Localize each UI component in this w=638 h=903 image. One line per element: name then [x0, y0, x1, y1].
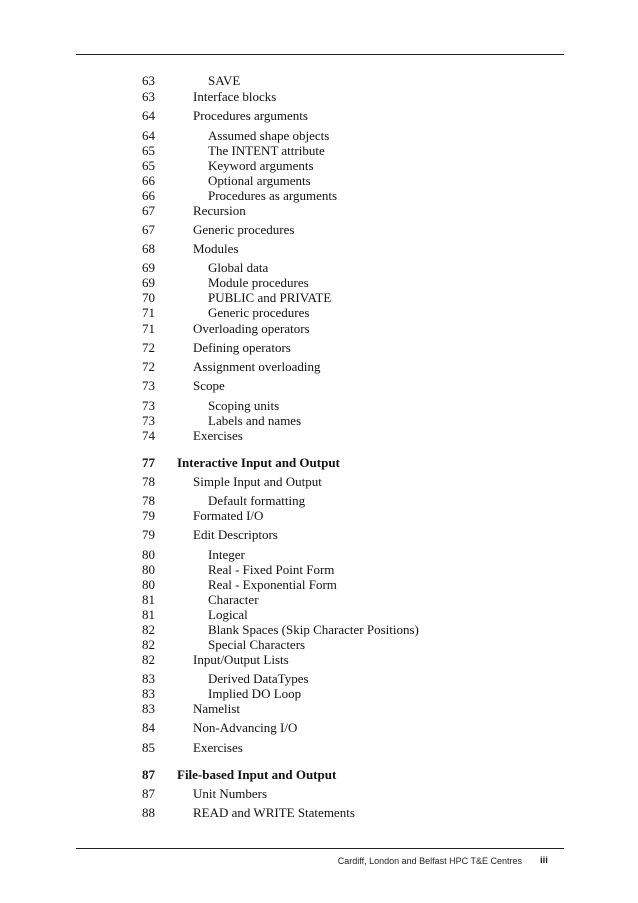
toc-entry [0, 607, 638, 623]
toc-entry-title: Interface blocks [193, 89, 277, 104]
toc-page-number: 73 [142, 398, 155, 413]
toc-entry [0, 652, 638, 668]
toc-page-number: 65 [142, 143, 155, 158]
toc-entry-title: Character [208, 592, 259, 607]
toc-page-number: 77 [142, 455, 155, 470]
toc-entry [0, 321, 638, 337]
toc-entry-title: Generic procedures [193, 222, 295, 237]
toc-page-number: 70 [142, 290, 155, 305]
toc-entry-title: Integer [208, 547, 245, 562]
toc-entry [0, 89, 638, 105]
toc-entry-title: Keyword arguments [208, 158, 314, 173]
toc-entry [0, 493, 638, 509]
toc-page-number: 68 [142, 241, 155, 256]
footer-rule [76, 848, 564, 849]
toc-entry-title: Interactive Input and Output [177, 455, 340, 470]
toc-entry [0, 474, 638, 490]
toc-page-number: 85 [142, 740, 155, 755]
toc-entry [0, 767, 638, 783]
toc-page-number: 72 [142, 340, 155, 355]
toc-entry-title: Modules [193, 241, 239, 256]
toc-entry-title: Procedures as arguments [208, 188, 338, 203]
toc-entry-title: Implied DO Loop [208, 686, 302, 701]
toc-page-number: 73 [142, 378, 155, 393]
toc-entry [0, 305, 638, 321]
toc-entry [0, 378, 638, 394]
toc-page-number: 66 [142, 188, 155, 203]
toc-entry [0, 592, 638, 608]
toc-entry-title: Assumed shape objects [208, 128, 330, 143]
toc-entry [0, 290, 638, 306]
toc-entry [0, 622, 638, 638]
toc-entry-title: Exercises [193, 740, 243, 755]
toc-entry [0, 173, 638, 189]
toc-entry-title: Labels and names [208, 413, 302, 428]
toc-page-number: 65 [142, 158, 155, 173]
toc-entry-title: Optional arguments [208, 173, 311, 188]
toc-entry [0, 73, 638, 89]
toc-entry-title: Overloading operators [193, 321, 310, 336]
toc-entry [0, 701, 638, 717]
toc-entry-title: Procedures arguments [193, 108, 308, 123]
toc-entry [0, 686, 638, 702]
toc-page-number: 80 [142, 562, 155, 577]
toc-entry-title: Default formatting [208, 493, 306, 508]
toc-entry [0, 413, 638, 429]
toc-page-number: 87 [142, 767, 155, 782]
toc-page-number: 81 [142, 607, 155, 622]
toc-entry-title: Input/Output Lists [193, 652, 289, 667]
toc-entry [0, 241, 638, 257]
toc-page-number: 67 [142, 222, 155, 237]
toc-page-number: 78 [142, 474, 155, 489]
toc-entry [0, 203, 638, 219]
toc-entry [0, 359, 638, 375]
toc-page-number: 82 [142, 622, 155, 637]
footer-text: Cardiff, London and Belfast HPC T&E Centres [337, 856, 522, 866]
toc-entry [0, 128, 638, 144]
toc-entry [0, 428, 638, 444]
toc-page-number: 72 [142, 359, 155, 374]
toc-entry [0, 158, 638, 174]
toc-page-number: 83 [142, 671, 155, 686]
footer-page-number: iii [540, 855, 548, 866]
toc-page-number: 80 [142, 547, 155, 562]
toc-page-number: 71 [142, 321, 155, 336]
toc-page-number: 74 [142, 428, 155, 443]
toc-entry-title: Scope [193, 378, 225, 393]
toc-entry [0, 508, 638, 524]
toc-entry [0, 527, 638, 543]
toc-entry-title: Generic procedures [208, 305, 310, 320]
toc-entry-title: Simple Input and Output [193, 474, 322, 489]
toc-entry [0, 720, 638, 736]
toc-entry-title: Recursion [193, 203, 246, 218]
toc-entry-title: Edit Descriptors [193, 527, 278, 542]
toc-page-number: 79 [142, 508, 155, 523]
toc-page-number: 63 [142, 89, 155, 104]
toc-entry-title: Formated I/O [193, 508, 264, 523]
toc-entry [0, 108, 638, 124]
toc-entry [0, 455, 638, 471]
toc-page-number: 71 [142, 305, 155, 320]
toc-entry [0, 275, 638, 291]
toc-entry-title: Assignment overloading [193, 359, 321, 374]
toc-entry-title: Module procedures [208, 275, 309, 290]
toc-entry-title: The INTENT attribute [208, 143, 325, 158]
toc-entry-title: PUBLIC and PRIVATE [208, 290, 332, 305]
toc-page-number: 73 [142, 413, 155, 428]
toc-page-number: 78 [142, 493, 155, 508]
toc-entry-title: Defining operators [193, 340, 291, 355]
toc-entry-title: READ and WRITE Statements [193, 805, 355, 820]
toc-entry-title: Derived DataTypes [208, 671, 309, 686]
toc-entry-title: Namelist [193, 701, 240, 716]
toc-page-number: 83 [142, 686, 155, 701]
toc-page-number: 64 [142, 108, 155, 123]
toc-page-number: 64 [142, 128, 155, 143]
toc-page-number: 82 [142, 652, 155, 667]
toc-entry [0, 398, 638, 414]
toc-entry [0, 671, 638, 687]
toc-entry-title: Non-Advancing I/O [193, 720, 298, 735]
toc-entry [0, 188, 638, 204]
toc-page-number: 67 [142, 203, 155, 218]
toc-page-number: 84 [142, 720, 155, 735]
toc-entry-title: Blank Spaces (Skip Character Positions) [208, 622, 419, 637]
toc-entry-title: Exercises [193, 428, 243, 443]
toc-page-number: 66 [142, 173, 155, 188]
toc-entry-title: Special Characters [208, 637, 306, 652]
toc-entry [0, 786, 638, 802]
toc-page-number: 81 [142, 592, 155, 607]
toc-entry [0, 260, 638, 276]
toc-page-number: 82 [142, 637, 155, 652]
toc-entry [0, 740, 638, 756]
toc-entry [0, 143, 638, 159]
toc-page-number: 88 [142, 805, 155, 820]
toc-entry-title: SAVE [208, 73, 241, 88]
toc-entry-title: Global data [208, 260, 269, 275]
toc-entry [0, 340, 638, 356]
toc-entry [0, 577, 638, 593]
toc-page-number: 79 [142, 527, 155, 542]
toc-entry [0, 547, 638, 563]
toc-entry [0, 637, 638, 653]
toc-page-number: 87 [142, 786, 155, 801]
toc-entry-title: Real - Fixed Point Form [208, 562, 335, 577]
toc-page-number: 63 [142, 73, 155, 88]
toc-page-number: 69 [142, 275, 155, 290]
toc-entry [0, 562, 638, 578]
toc-entry [0, 805, 638, 821]
toc-page-number: 69 [142, 260, 155, 275]
toc-entry-title: Real - Exponential Form [208, 577, 337, 592]
toc-entry-title: Scoping units [208, 398, 280, 413]
toc-entry-title: Logical [208, 607, 248, 622]
toc-page-number: 83 [142, 701, 155, 716]
toc-page-number: 80 [142, 577, 155, 592]
toc-entry-title: Unit Numbers [193, 786, 268, 801]
toc-entry [0, 222, 638, 238]
toc-entry-title: File-based Input and Output [177, 767, 337, 782]
